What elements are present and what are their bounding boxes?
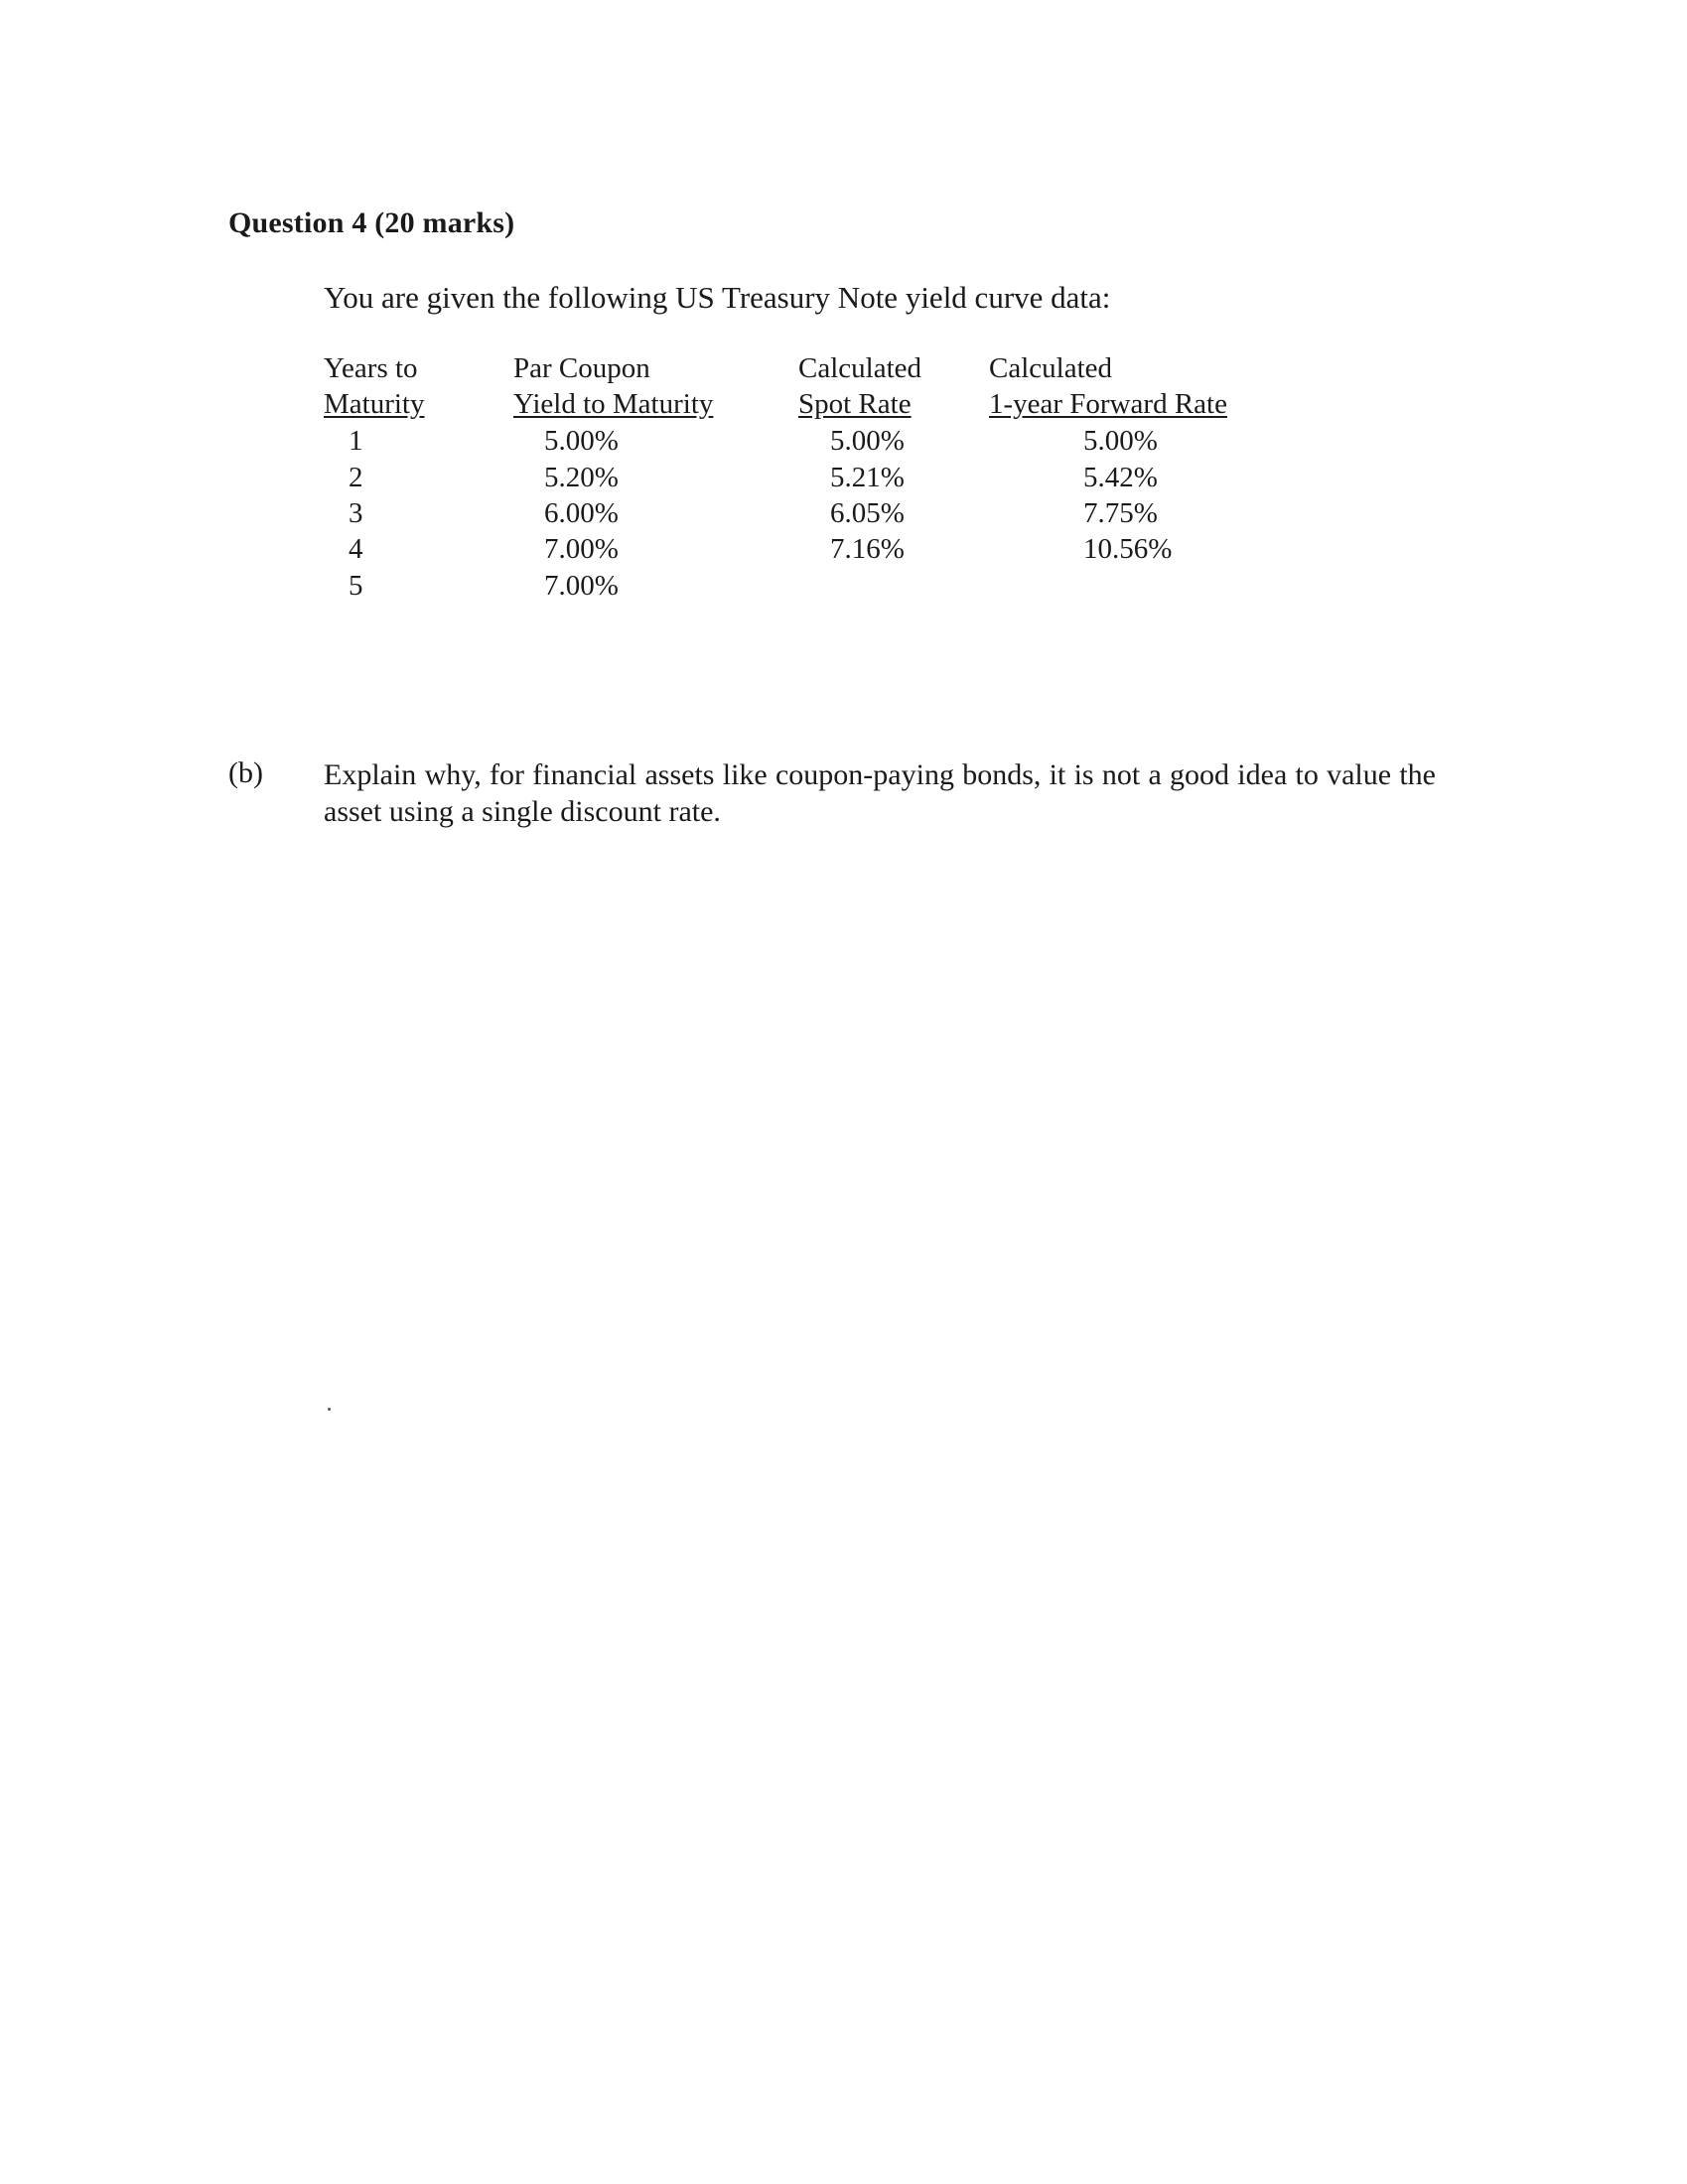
- header-years-line2: Maturity: [324, 388, 425, 420]
- header-ytm-line2: Yield to Maturity: [513, 388, 714, 420]
- question-intro: You are given the following US Treasury Note yield curve data:: [324, 280, 1111, 315]
- table-cell-spot: 7.16%: [830, 533, 905, 565]
- table-cell-spot: 6.05%: [830, 497, 905, 529]
- table-cell-ytm: 6.00%: [544, 497, 619, 529]
- header-spot-line1: Calculated: [798, 352, 922, 384]
- table-cell-ytm: 5.00%: [544, 425, 619, 457]
- header-years-line1: Years to: [324, 352, 418, 384]
- table-cell-ytm: 5.20%: [544, 462, 619, 493]
- part-b-label: (b): [228, 756, 263, 789]
- table-cell-forward: 10.56%: [1083, 533, 1173, 565]
- table-cell-ytm: 7.00%: [544, 533, 619, 565]
- table-cell-years: 3: [349, 497, 363, 529]
- header-forward-line2: 1-year Forward Rate: [989, 388, 1227, 420]
- header-spot-line2: Spot Rate: [798, 388, 912, 420]
- table-cell-years: 2: [349, 462, 363, 493]
- table-cell-spot: 5.21%: [830, 462, 905, 493]
- table-cell-ytm: 7.00%: [544, 570, 619, 602]
- table-cell-years: 4: [349, 533, 363, 565]
- header-forward-line1: Calculated: [989, 352, 1113, 384]
- header-ytm-line1: Par Coupon: [513, 352, 650, 384]
- question-title: Question 4 (20 marks): [228, 206, 515, 239]
- table-cell-spot: 5.00%: [830, 425, 905, 457]
- table-cell-years: 5: [349, 570, 363, 602]
- stray-mark: [328, 1408, 331, 1411]
- table-cell-years: 1: [349, 425, 363, 457]
- part-b-text: Explain why, for financial assets like coupon-paying bonds, it is not a good idea to value the asset using a single discount rate.: [324, 758, 1436, 828]
- table-cell-forward: 5.00%: [1083, 425, 1158, 457]
- table-cell-forward: 5.42%: [1083, 462, 1158, 493]
- table-cell-forward: 7.75%: [1083, 497, 1158, 529]
